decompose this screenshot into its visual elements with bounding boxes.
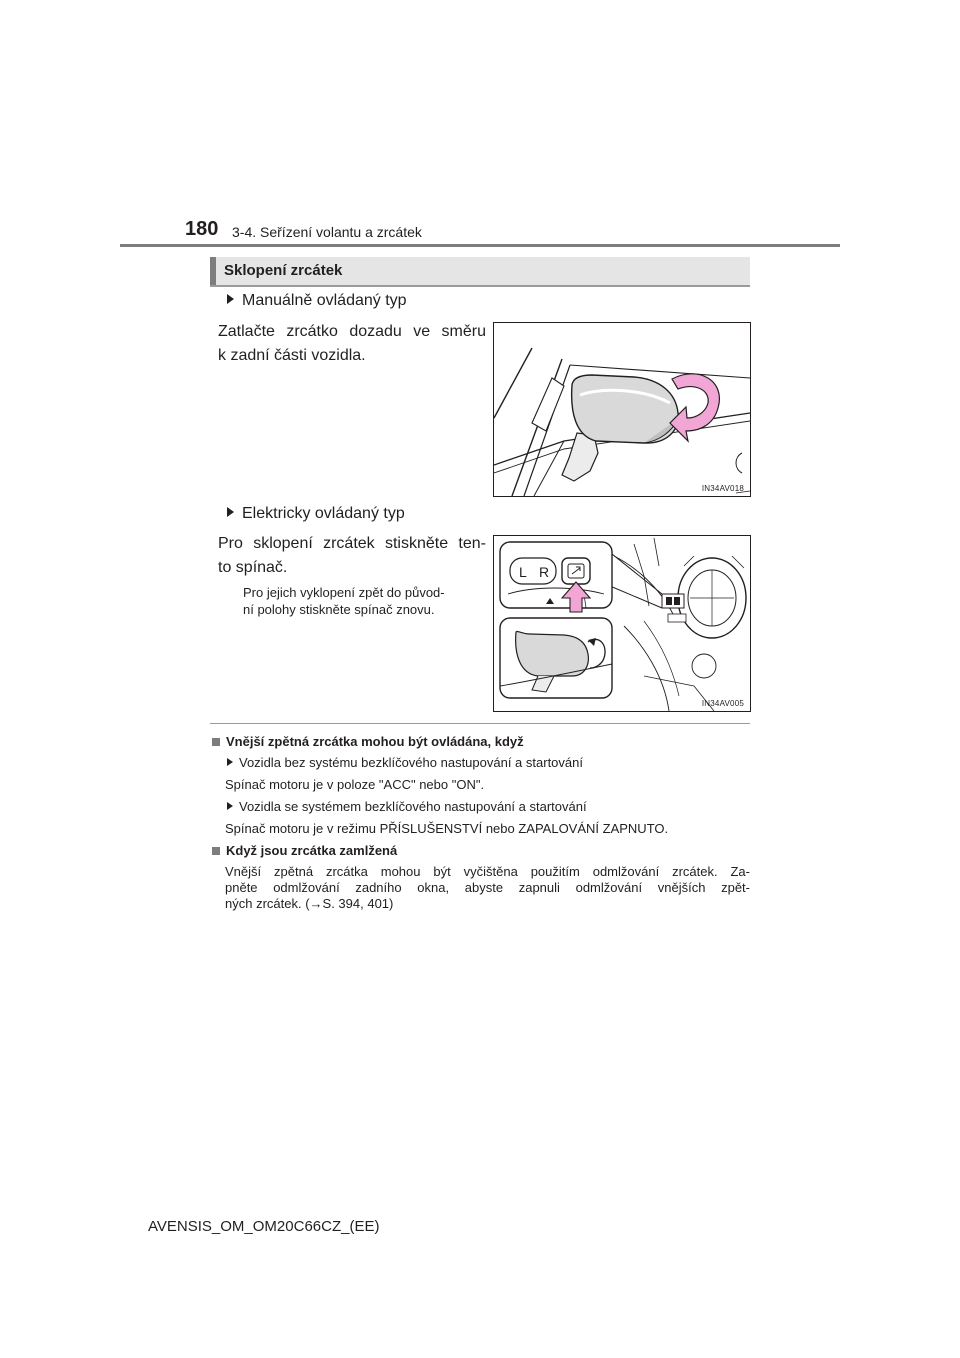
section-title: Sklopení zrcátek [224,262,343,279]
triangle-bullet-icon [227,294,234,304]
switch-left-label: L [519,564,527,580]
page-number: 180 [185,218,219,240]
note-operable-item2-text: Spínač motoru je v režimu PŘÍSLUŠENSTVÍ nebo ZAPALOVÁNÍ ZAPNUTO. [225,821,669,836]
electric-switch-figure [493,535,751,712]
manual-mirror-illustration [494,323,750,496]
note-operable-title-text: Vnější zpětná zrcátka mohou být ovládána, když [226,734,524,749]
header-divider [120,244,840,247]
manual-instruction-line: k zadní části vozidla. [218,347,366,364]
note-operable-item1-heading-text: Vozidla bez systému bezklíčového nastupování a startování [239,755,583,770]
electric-switch-illustration [494,536,750,711]
square-bullet-icon [212,738,220,746]
note-fogged-line: pněte odmlžování zadního okna, abyste zapnuli odmlžování vnějších zpět- [225,880,750,895]
note-operable-item1-text: Spínač motoru je v poloze "ACC" nebo "ON". [225,777,485,792]
document-code: AVENSIS_OM_OM20C66CZ_(EE) [148,1218,380,1235]
electric-note-line: ní polohy stiskněte spínač znovu. [243,602,435,617]
manual-mirror-figure [493,322,751,497]
note-operable-item1-heading [227,755,583,771]
manual-instruction-line: Zatlačte zrcátko dozadu ve směru [218,323,486,340]
figure-code: IN34AV018 [701,484,744,493]
note-fogged-line: Vnější zpětná zrcátka mohou být vyčištěna použitím odmlžování zrcátek. Za- [225,864,750,879]
switch-right-label: R [539,564,550,580]
figure-code: IN34AV005 [701,699,744,708]
note-fogged-title-text: Když jsou zrcátka zamlžená [226,843,398,858]
electric-instruction [218,532,486,580]
electric-instruction-line: to spínač. [218,559,288,576]
note-operable-title [212,734,524,749]
note-fogged-line: ných zrcátek. (→S. 394, 401) [225,896,394,911]
note-fogged-text [225,864,750,912]
section-stripe [210,257,216,285]
triangle-bullet-icon [227,758,233,766]
manual-type-label: Manuálně ovládaný typ [242,292,407,309]
section-header [210,257,750,287]
triangle-bullet-icon [227,802,233,810]
section-bottom-divider [210,723,750,724]
note-operable-item2-heading-text: Vozidla se systémem bezklíčového nastupování a startování [239,799,587,814]
electric-instruction-line: Pro sklopení zrcátek stiskněte ten- [218,535,486,552]
electric-type-label: Elektricky ovládaný typ [242,505,405,522]
manual-type-heading [227,292,407,310]
note-fogged-title [212,843,397,858]
chapter-title: 3-4. Seřízení volantu a zrcátek [232,224,422,240]
note-operable-item2-heading [227,799,587,815]
triangle-bullet-icon [227,507,234,517]
electric-type-heading [227,505,405,523]
manual-instruction [218,320,486,368]
electric-note [243,584,487,618]
electric-note-line: Pro jejich vyklopení zpět do původ- [243,585,445,600]
square-bullet-icon [212,847,220,855]
